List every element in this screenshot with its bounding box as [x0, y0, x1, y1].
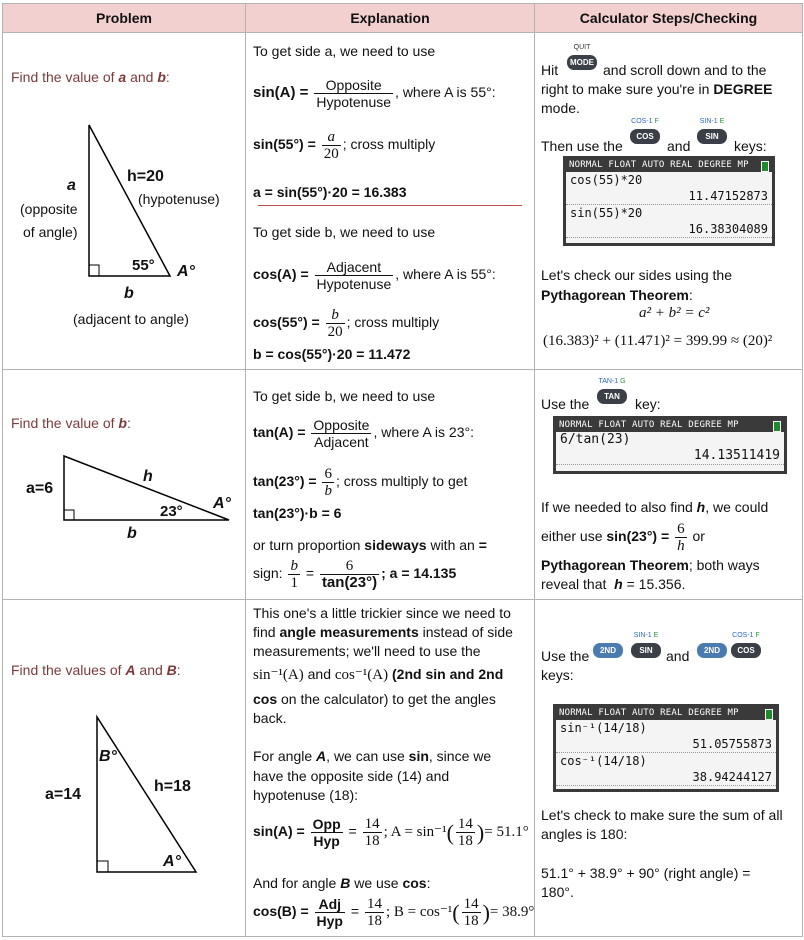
trig-table — [2, 3, 803, 937]
sin-key: SIN-1 E SIN — [631, 631, 661, 658]
calc-screen-1: NORMAL FLOAT AUTO REAL DEGREE MP cos(55)*20 11.47152873 sin(55)*20 16.38304089 — [563, 156, 775, 246]
row2-explanation: To get side b, we need to use tan(A) = $\frac{\text{Opposite}}{\text{Adjacent}}$ , where A is 23°: tan(23°) = $\frac{6}{b}$ ; cross multiply to get tan(23°)·b = 6 or turn proportion sideways with an = sign: $\frac{b}{1}$ = $\frac{6}{\tan(23^\circ)}$ ; a = 14.135 — [253, 388, 487, 591]
row2-problem: Find the value of b: a=6 h 23° A° b — [3, 370, 245, 599]
mode-key: QUIT MODE — [567, 43, 597, 70]
row3-calculator: Use the 2ND SIN-1 E SIN and 2ND COS-1 F COS keys: NORMAL FLOAT AUTO REAL DEGREE MP sin⁻¹(14/18) 51.05755873 cos⁻¹(14/18) 38.94244127 Let's check to make sure the sum of all angles is 180: 51.1° + 38.9° + 90° (right angle) = 180°. — [541, 632, 783, 900]
header-problem: Problem — [3, 4, 246, 33]
sin-key: SIN-1 E SIN — [697, 117, 727, 144]
row1-explanation: To get side a, we need to use sin(A) = $\frac{\text{Opposite}}{\text{Hypotenuse}}$ , where A is 55°: sin(55°) = $\frac{a}{20}$ ; cross multiply a = sin(55°)·20 = 16.383 To get side b, we need to use cos(A) = $\frac{\text{Adjacent}}{\text{Hypotenuse}}$ , where A is 55°: cos(55°) = $\frac{b}{20}$ ; cross multiply b = cos(55°)·20 = 11.472 — [246, 33, 534, 369]
row3-problem: Find the values of A and B: B° a=14 h=18 A° — [3, 600, 245, 936]
2nd-key: 2ND — [593, 631, 623, 658]
cos-key: COS-1 F COS — [630, 117, 660, 144]
calc-screen-2: NORMAL FLOAT AUTO REAL DEGREE MP 6/tan(23) 14.13511419 — [553, 416, 787, 474]
row1-problem: Find the value of a and b: a (opposite of angle) h=20 (hypotenuse) 55° A° b (adjacent to angle) — [3, 33, 245, 369]
divider — [258, 205, 522, 206]
header-calculator: Calculator Steps/Checking — [535, 4, 803, 33]
2nd-key: 2ND — [697, 631, 727, 658]
row2-calculator: Use the TAN-1 G TAN key: NORMAL FLOAT AUTO REAL DEGREE MP 6/tan(23) 14.13511419 If we needed to also find h, we could either use sin(23°) = $\frac{6}{h}$ or Pythagorean Theorem; both ways reveal that h = 15.356. — [535, 370, 802, 599]
cos-key: COS-1 F COS — [731, 631, 761, 658]
calc-screen-3: NORMAL FLOAT AUTO REAL DEGREE MP sin⁻¹(14/18) 51.05755873 cos⁻¹(14/18) 38.94244127 — [553, 704, 779, 792]
row3-explanation: This one's a little trickier since we need to find angle measurements instead of side measurements; we'll need to use the sin⁻¹(A) and cos⁻¹(A) (2nd sin and 2nd cos on the calculator) to get the angles back. For angle A, we can use sin, since we have the opposite side (14) and hypotenuse (18): sin(A) = $\frac{\text{Opp}}{\text{Hyp}}$ = $\frac{14}{18}$ ; A = sin⁻¹( $\frac{14}{18}$ )= 51.1° And for angle B we use cos: cos(B) = $\frac{\text{Adj}}{\text{Hyp}}$ = $\frac{14}{18}$ ; B = cos⁻¹( $\frac{14}{18}$ )= 38.9° — [253, 605, 535, 929]
row1-calculator: QUIT MODE Hit and scroll down and to the right to make sure you're in DEGREE mode. Then use the COS-1 F COS and SIN-1 E SIN keys: NORMAL FLOAT AUTO REAL DEGREE MP cos(55)*20 11.47152873 sin(55)*20 16.38304089 Let's check our sides using the Pythagorean Theorem: a² + b² = c² (16.383)² + (11.471)² = 399.99 ≈ (20)² — [535, 33, 802, 369]
triangle-figure-3 — [3, 600, 246, 936]
header-explanation: Explanation — [246, 4, 535, 33]
tan-key: TAN-1 G TAN — [597, 377, 627, 404]
